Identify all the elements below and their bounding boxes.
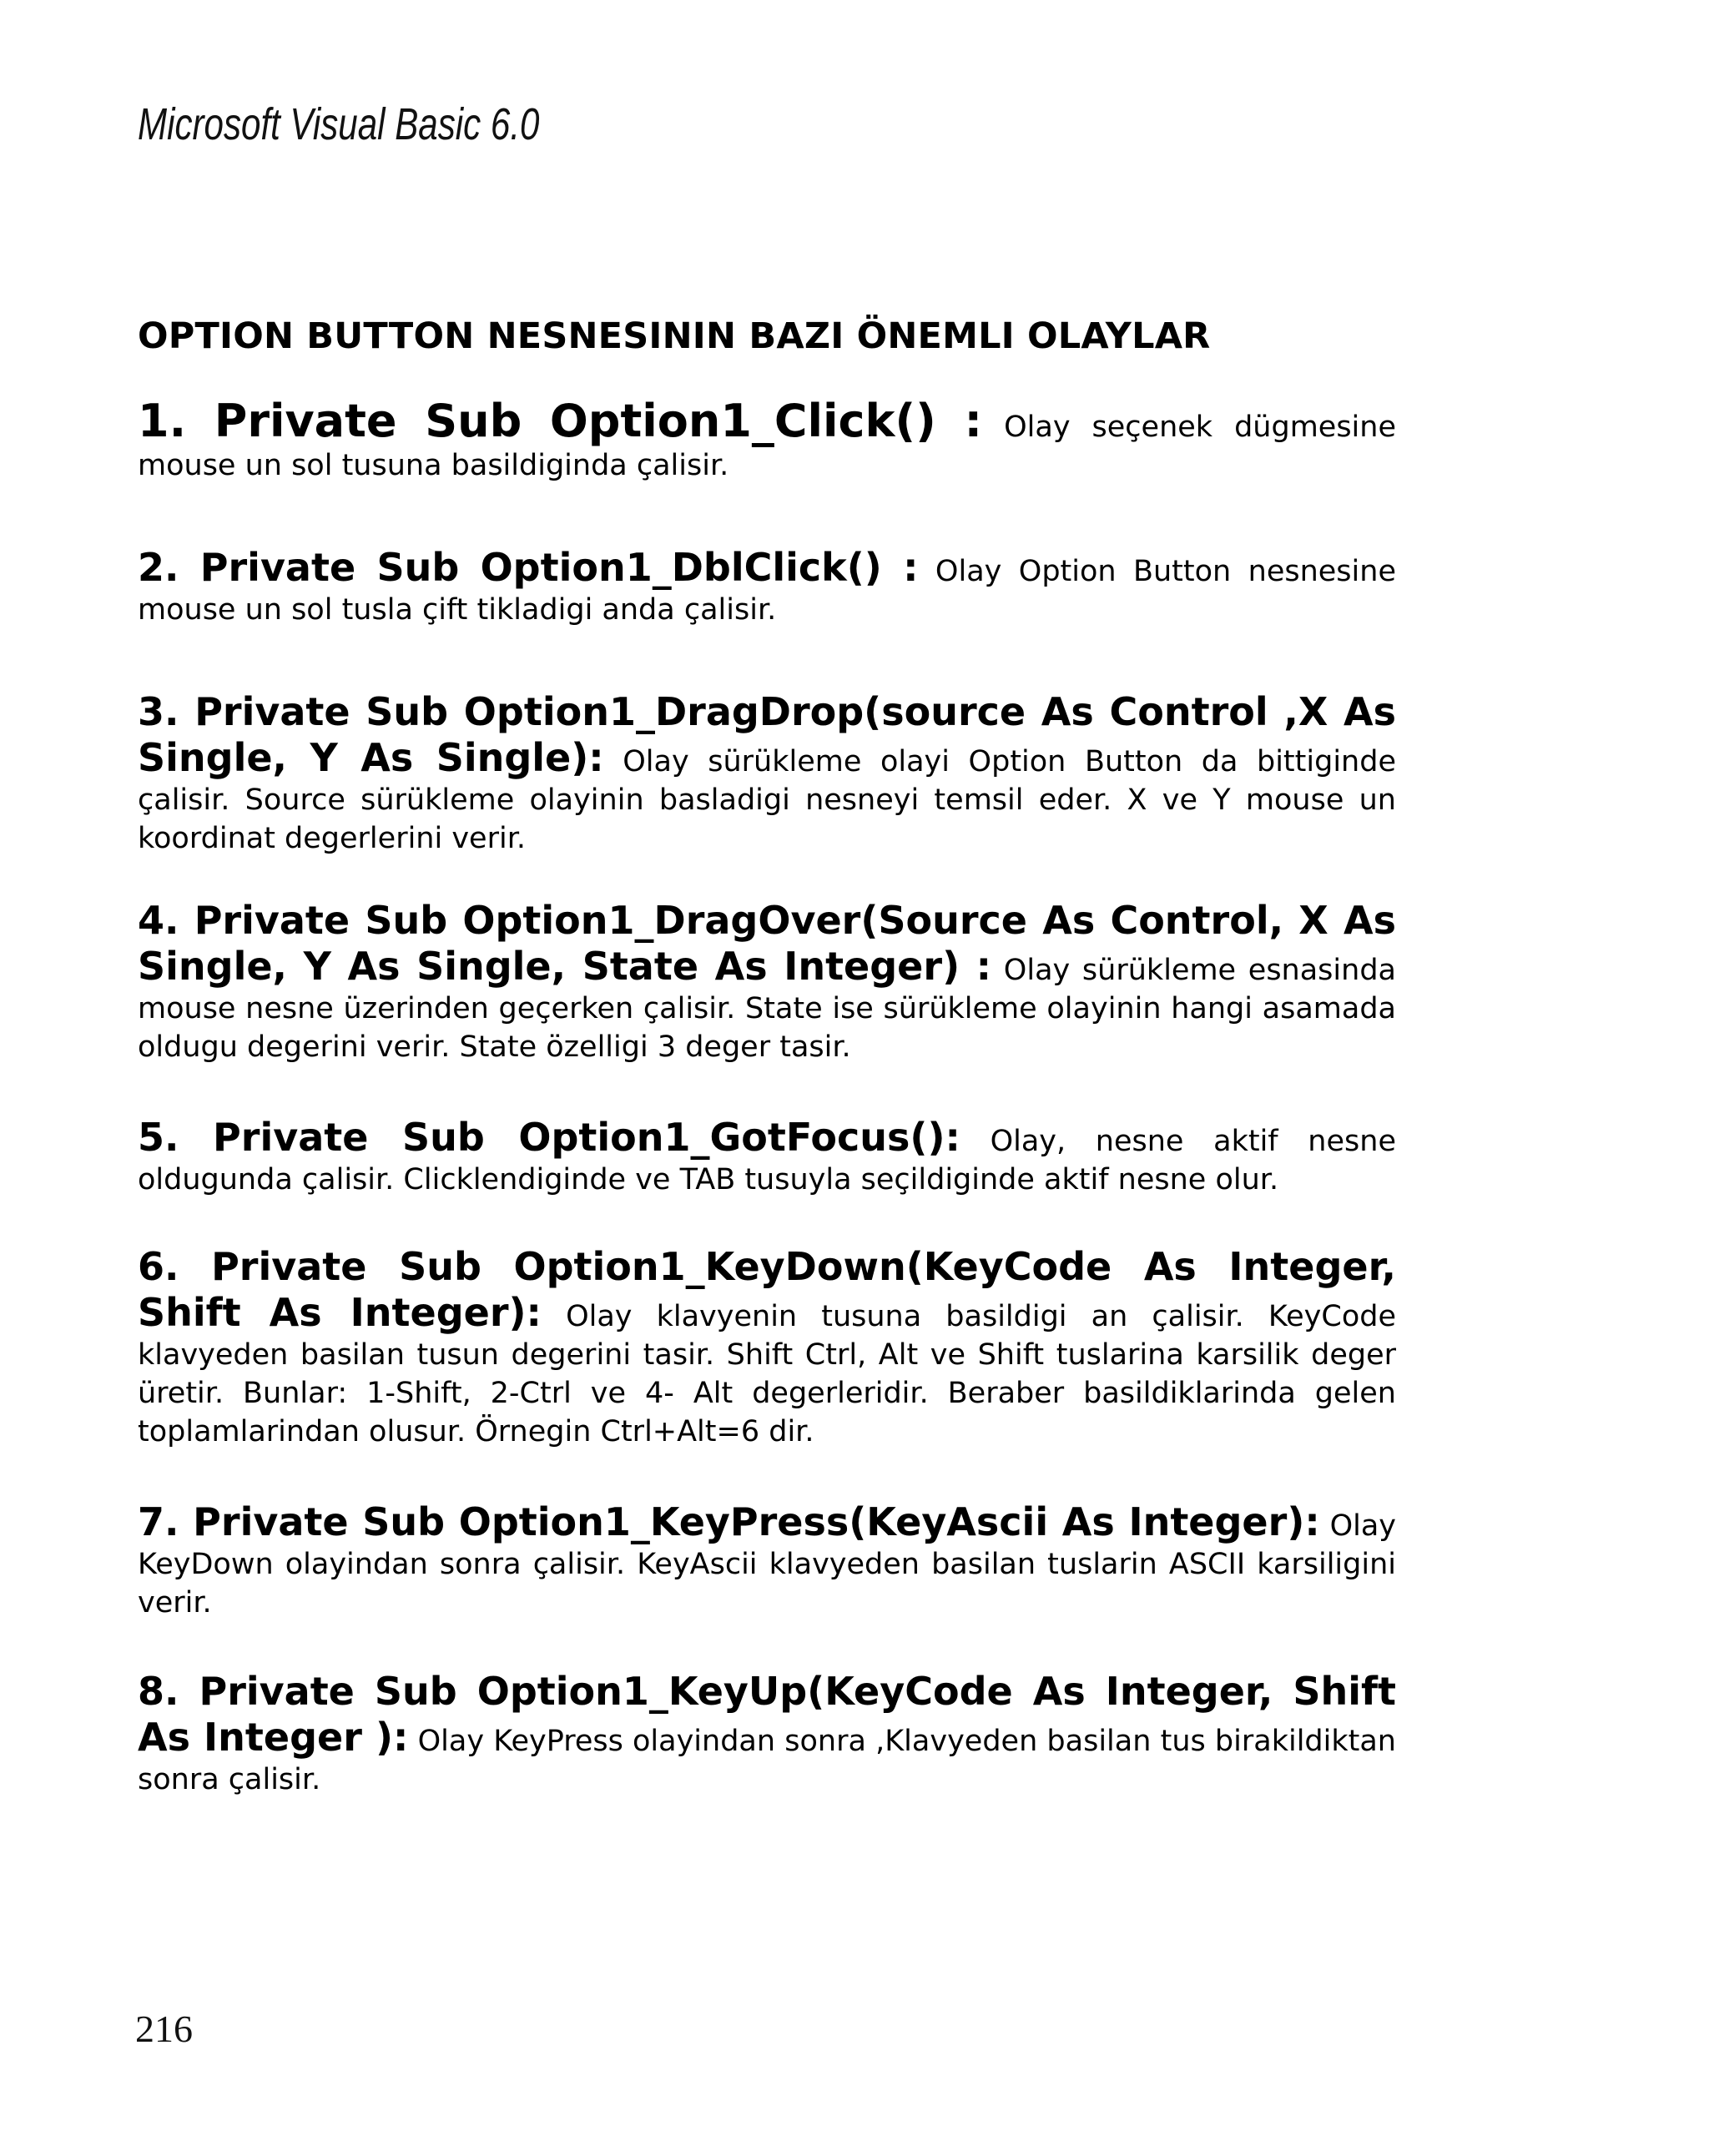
event-description: Olay KeyPress olayindan sonra ,Klavyeden basilan tus birakildiktan sonra çalisir. xyxy=(138,1725,1396,1796)
event-signature: 8. Private Sub Option1_KeyUp(KeyCode As Integer, Shift As Integer ): xyxy=(138,1669,1396,1760)
event-description: Olay KeyDown olayindan sonra çalisir. KeyAscii klavyeden basilan tuslarin ASCII karsiligini verir. xyxy=(138,1509,1396,1620)
page-number: 216 xyxy=(135,2007,193,2050)
running-header: Microsoft Visual Basic 6.0 xyxy=(138,99,540,149)
event-description: Olay sürükleme esnasinda mouse nesne üzerinden geçerken çalisir. State ise sürükleme olayinin hangi asamada oldugu degerini verir. State özelligi 3 deger tasir. xyxy=(138,954,1396,1064)
event-item xyxy=(138,545,1396,629)
event-item xyxy=(138,395,1396,485)
event-item xyxy=(138,1244,1396,1451)
event-list xyxy=(138,395,1396,1799)
section-title: OPTION BUTTON NESNESININ BAZI ÖNEMLI OLAYLAR xyxy=(138,315,1211,357)
event-description: Olay Option Button nesnesine mouse un sol tusla çift tikladigi anda çalisir. xyxy=(138,555,1396,627)
event-description: Olay seçenek dügmesine mouse un sol tusuna basildiginda çalisir. xyxy=(138,411,1396,482)
event-item xyxy=(138,898,1396,1066)
event-description: Olay klavyenin tusuna basildigi an çalisir. KeyCode klavyeden basilan tusun degerini tasir. Shift Ctrl, Alt ve Shift tuslarina karsilik deger üretir. Bunlar: 1-Shift, 2-Ctrl ve 4- Alt degerleridir. Beraber basildiklarinda gelen toplamlarindan olusur. Örnegin Ctrl+Alt=6 dir. xyxy=(138,1300,1396,1448)
event-signature: 5. Private Sub Option1_GotFocus(): xyxy=(138,1115,960,1160)
event-signature: 1. Private Sub Option1_Click() : xyxy=(138,395,983,447)
event-description: Olay sürükleme olayi Option Button da bittiginde çalisir. Source sürükleme olayinin basladigi nesneyi temsil eder. X ve Y mouse un koordinat degerlerini verir. xyxy=(138,745,1396,855)
event-item xyxy=(138,1499,1396,1622)
event-signature: 2. Private Sub Option1_DblClick() : xyxy=(138,545,919,590)
event-signature: 4. Private Sub Option1_DragOver(Source As Control, X As Single, Y As Single, State As Integer) : xyxy=(138,898,1396,989)
event-signature: 7. Private Sub Option1_KeyPress(KeyAscii As Integer): xyxy=(138,1499,1320,1544)
event-signature: 3. Private Sub Option1_DragDrop(source As Control ,X As Single, Y As Single): xyxy=(138,689,1396,780)
event-item xyxy=(138,689,1396,858)
event-description: Olay, nesne aktif nesne oldugunda çalisir. Clicklendiginde ve TAB tusuyla seçildiginde aktif nesne olur. xyxy=(138,1125,1396,1196)
event-item xyxy=(138,1115,1396,1199)
event-item xyxy=(138,1669,1396,1799)
event-signature: 6. Private Sub Option1_KeyDown(KeyCode As Integer, Shift As Integer): xyxy=(138,1244,1396,1335)
